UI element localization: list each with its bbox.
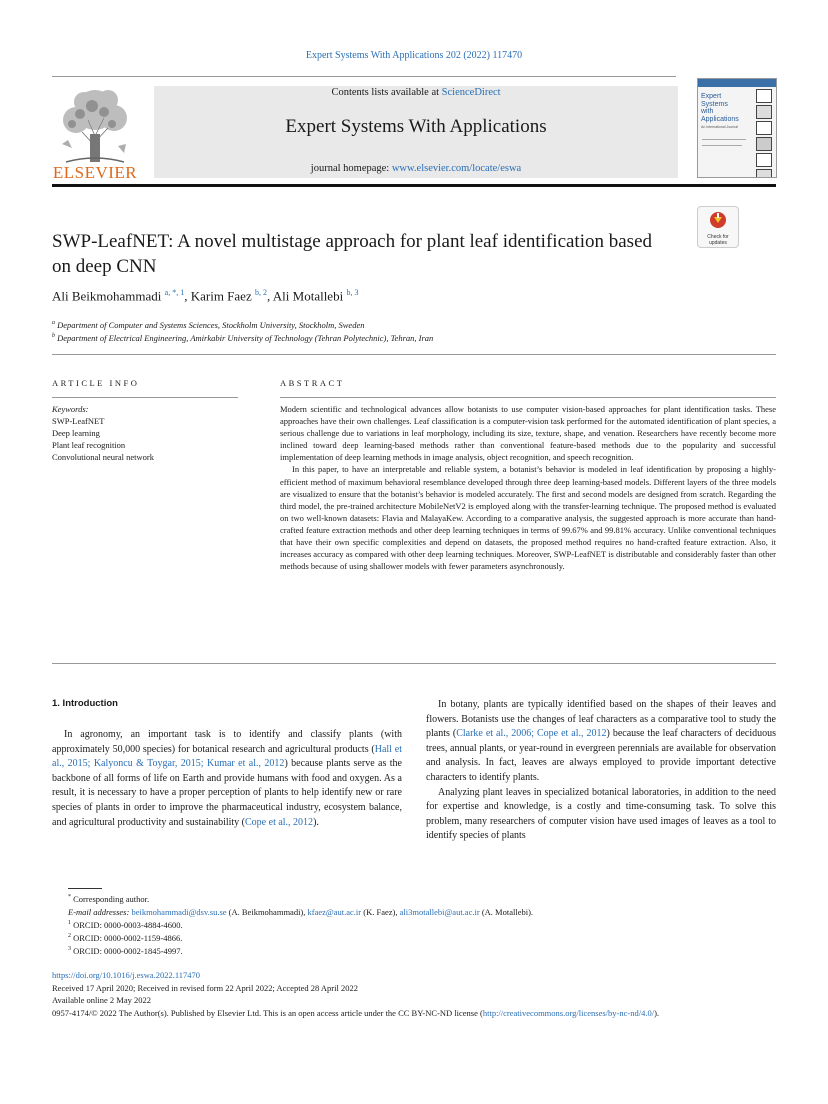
received-dates: Received 17 April 2020; Received in revised form 22 April 2022; Accepted 28 April 2022 [52,982,358,993]
author-marks[interactable]: b, 3 [346,288,359,297]
article-info-rule [52,397,238,398]
author-name: Karim Faez [190,288,252,304]
author-marks[interactable]: a, *, 1 [164,288,185,297]
email-link[interactable]: ali3motallebi@aut.ac.ir [399,907,480,917]
keyword: SWP-LeafNET [52,416,105,426]
cover-subtitle: An International Journal [701,125,738,129]
check-for-updates-badge[interactable]: Check for updates [697,206,739,248]
citation-link[interactable]: Cope et al., 2012 [245,816,314,828]
email-link[interactable]: beikmohammadi@dsv.su.se [131,907,227,917]
abstract-paragraph: Modern scientific and technological advances allow botanists to use computer vision-based approaches for plant identification tasks. These approaches have their own challenges. Leaf classification is a computer-vision task performed for the automated identification of plant species, a serious challenge due to variations in leaf morphology, including its size, texture, shape, and venation. Researchers have recently become more inclined toward deep learning-based methods rather than conventional feature-based methods due to the popularity and successful implementation of deep learning methods in image analysis, object recognition, and speech recognition. [280,404,776,463]
journal-homepage-line: journal homepage: www.elsevier.com/locate/eswa [310,163,522,174]
abstract-paragraph: In this paper, to have an interpretable and reliable system, a botanist’s behavior is modeled in leaf identification by proposing a highly-efficient method of maximum behavioral resemblance developed through three deep learning-based models. Different layers of the three models are visualized to ensure that the botanist’s behavior is modeled accurately. The first and second models are designed from scratch. Regarding the third model, the pre-trained architecture MobileNetV2 is employed along with the transfer-learning technique. The proposed method is evaluated on two well-known datasets: Flavia and MalayaKew. According to a comparative analysis, the suggested approach is more accurate than hand-crafted feature extraction methods and other deep learning techniques in terms of 99.67% and 99.81% accuracy. Unlike conventional techniques that have their own specific complexities and depend on datasets, the proposed method requires no hand-crafted feature extraction. Also, it increases accuracy as compared with other deep learning techniques. Moreover, SWP-LeafNET is distributable and considerably faster than other methods because of using shallower models with fewer parameters asynchronously. [280,464,776,572]
footnote-emails: E-mail addresses: beikmohammadi@dsv.su.se (A. Beikmohammadi), kfaez@aut.ac.ir (K. Faez), ali3motallebi@aut.ac.ir (A. Motallebi). [68,907,534,917]
header-divider [52,76,676,77]
affiliation-b: $^b$ Department of Electrical Engineering, Amirkabir University of Technology (Tehran Polytechnic), Tehran, Iran [52,333,434,343]
online-date: Available online 2 May 2022 [52,995,151,1005]
citation-link[interactable]: Hall et al., 2015; Kalyoncu & Toygar, 2015; Kumar et al., 2012 [52,743,402,770]
keywords-list [52,403,154,463]
intro-paragraph: In agronomy, an important task is to identify and classify plants (with approximately 50,000 species) for botanical research and agricultural products (Hall et al., 2015; Kalyoncu & Toygar, 2015; Kumar et al., 2012) because plants serve as the backbone of all forms of life on Earth and provide humans with food and oxygen. As a result, it is necessary to have a proper perception of plants to help identify new or rare species of plants in order to improve the pharmaceutical industry, ecosystem balance, and agricultural productivity and sustainability (Cope et al., 2012). [52,729,402,828]
author-name: Ali Beikmohammadi [52,288,162,304]
intro-right-column [426,698,776,844]
header-thick-rule [52,184,776,187]
footnote-orcid: $^1$ ORCID: 0000-0003-4884-4600. [68,920,183,930]
publisher-wordmark: ELSEVIER [52,163,138,182]
citation-link[interactable]: Clarke et al., 2006; Cope et al., 2012 [456,728,607,740]
keyword: Deep learning [52,428,100,438]
journal-cover-thumbnail [697,78,777,178]
abstract-heading: ABSTRACT [280,378,345,388]
license-link[interactable]: http://creativecommons.org/licenses/by-nc-nd/4.0/ [482,1007,655,1018]
intro-paragraph: Analyzing plant leaves in specialized botanical laboratories, in addition to the need for expertise and knowledge, is a costly and time-consuming task. To solve this problem, many researchers of computer vision have used images of leaves as a tool to identify species of plants [426,786,776,842]
keywords-label: Keywords: [52,404,89,414]
journal-title: Expert Systems With Applications [285,116,547,137]
footnote-orcid: $^3$ ORCID: 0000-0002-1845-4997. [68,946,183,956]
sciencedirect-link[interactable]: ScienceDirect [441,87,501,98]
intro-paragraph: In botany, plants are typically identified based on the shapes of their leaves and flowers. Botanists use the changes of leaf characters as a comparative tool to study the plants (Clarke et al., 2006; Cope et al., 2012) because the leaf characters of deciduous trees, annual plants, or year-round in evergreen perennials are available for observation and analysis. In fact, leaves are always employed to provide important detective characters to identify plants. [426,699,776,783]
license-statement: 0957-4174/© 2022 The Author(s). Published by Elsevier Ltd. This is an open access article under the CC BY-NC-ND license (http://creativecommons.org/licenses/by-nc-nd/4.0/). [52,1007,660,1018]
article-title: SWP-LeafNET: A novel multistage approach for plant leaf identification based on deep CNN [52,231,653,277]
section-divider [52,354,776,355]
abstract-body [280,403,776,572]
author-name: Ali Motallebi [272,288,344,304]
contents-availability-line: Contents lists available at ScienceDirect [331,87,501,98]
doi-link[interactable]: https://doi.org/10.1016/j.eswa.2022.117470 [52,970,201,980]
journal-reference[interactable]: Expert Systems With Applications 202 (2022) 117470 [305,50,523,61]
publication-info [52,969,776,1019]
keyword: Convolutional neural network [52,452,154,462]
cover-icon-strip [756,89,772,173]
cover-title: Expert Systems with Applications [701,93,739,123]
keyword: Plant leaf recognition [52,440,126,450]
footnote-rule [68,888,102,889]
abstract-rule [280,397,776,398]
author-list: Ali Beikmohammadi $^{a, *, 1}$, Karim Faez $^{b, 2}$, Ali Motallebi $^{b, 3}$ [52,288,359,304]
email-link[interactable]: kfaez@aut.ac.ir [307,907,362,917]
intro-left-column [52,728,402,830]
footnote-corresponding: * Corresponding author. [68,894,150,904]
journal-homepage-link[interactable]: www.elsevier.com/locate/eswa [391,163,522,174]
affiliation-a: $^a$ Department of Computer and Systems Sciences, Stockholm University, Stockholm, Sweden [52,320,365,330]
section-divider [52,663,776,664]
introduction-heading: 1. Introduction [52,698,118,709]
footnote-orcid: $^2$ ORCID: 0000-0002-1159-4866. [68,933,183,943]
check-updates-icon [708,210,728,230]
article-info-heading: ARTICLE INFO [52,378,140,388]
author-marks[interactable]: b, 2 [254,288,267,297]
